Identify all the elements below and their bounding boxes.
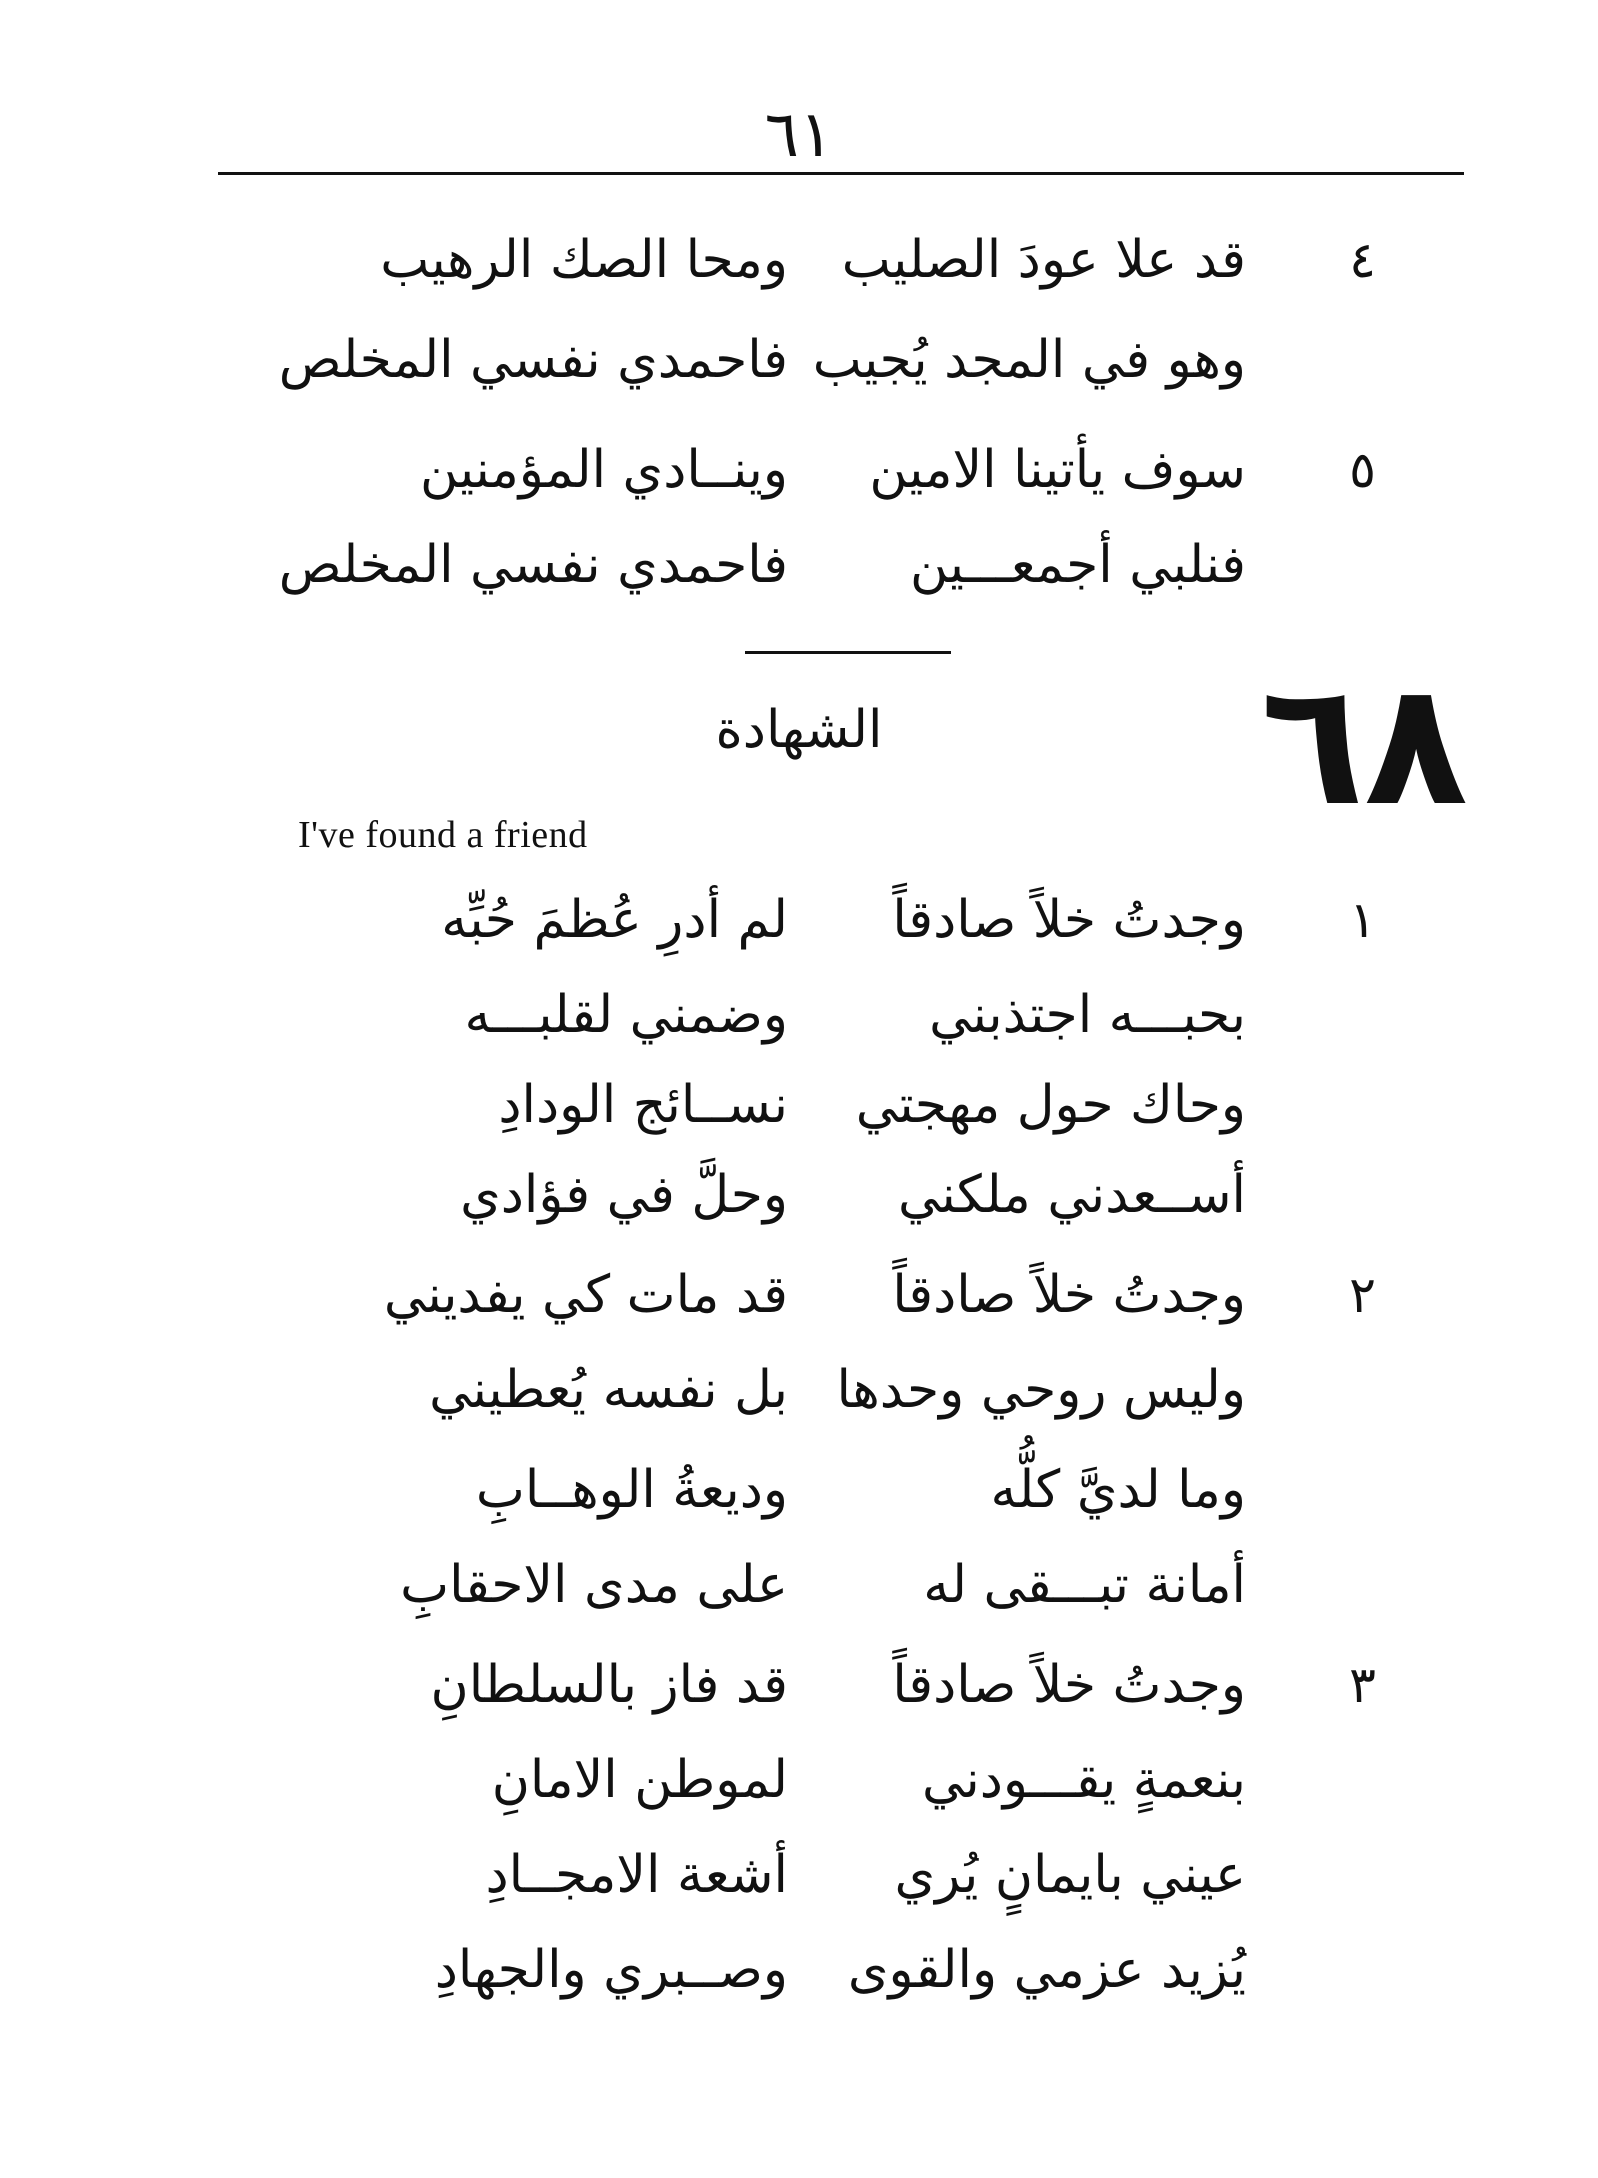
first-hemistich: وجدتُ خلاً صادقاً bbox=[892, 1265, 1246, 1325]
second-hemistich: فاحمدي نفسي المخلص bbox=[278, 535, 788, 595]
header-rule bbox=[218, 172, 1464, 175]
verse-line bbox=[0, 425, 1598, 515]
verse-line bbox=[0, 1250, 1598, 1340]
page-number: ٦١ bbox=[764, 98, 834, 172]
second-hemistich: وينــادي المؤمنين bbox=[419, 440, 788, 500]
hymn-number: ٦٨ bbox=[1260, 646, 1468, 844]
first-hemistich: فنلبي أجمعـــين bbox=[909, 535, 1246, 595]
first-hemistich: سوف يأتينا الامين bbox=[869, 440, 1246, 500]
verse-line bbox=[0, 1925, 1598, 2015]
first-hemistich: عيني بايمانٍ يُري bbox=[894, 1845, 1246, 1905]
second-hemistich: وحلَّ في فؤادي bbox=[460, 1165, 788, 1225]
first-hemistich: وما لديَّ كلُّه bbox=[990, 1460, 1246, 1520]
second-hemistich: فاحمدي نفسي المخلص bbox=[278, 330, 788, 390]
verse-line bbox=[0, 520, 1598, 610]
verse-line bbox=[0, 1735, 1598, 1825]
second-hemistich: على مدى الاحقابِ bbox=[400, 1555, 788, 1615]
second-hemistich: وديعةُ الوهــابِ bbox=[475, 1460, 788, 1520]
first-hemistich: قد علا عودَ الصليب bbox=[841, 230, 1246, 290]
stanza-number: ٤ bbox=[1349, 231, 1376, 289]
first-hemistich: أمانة تبـــقى له bbox=[923, 1555, 1246, 1615]
first-hemistich: يُزيد عزمي والقوى bbox=[847, 1940, 1246, 2000]
verse-line bbox=[0, 970, 1598, 1060]
second-hemistich: أشعة الامجــادِ bbox=[485, 1845, 788, 1905]
hymn-title: الشهادة bbox=[715, 700, 883, 760]
verse-line bbox=[0, 315, 1598, 405]
verse-line bbox=[0, 1060, 1598, 1150]
stanza-number: ٥ bbox=[1349, 441, 1376, 499]
verse-line bbox=[0, 1345, 1598, 1435]
second-hemistich: بل نفسه يُعطيني bbox=[429, 1360, 788, 1420]
second-hemistich: ومحا الصك الرهيب bbox=[380, 230, 788, 290]
first-hemistich: بحبـــه اجتذبني bbox=[929, 985, 1246, 1045]
verse-line bbox=[0, 1445, 1598, 1535]
second-hemistich: لم أدرِ عُظمَ حُبِّه bbox=[441, 890, 788, 950]
first-hemistich: وحاك حول مهجتي bbox=[855, 1075, 1246, 1135]
stanza-number: ١ bbox=[1349, 891, 1376, 949]
stanza-number: ٢ bbox=[1349, 1266, 1376, 1324]
second-hemistich: قد مات كي يفديني bbox=[383, 1265, 788, 1325]
second-hemistich: لموطن الامانِ bbox=[491, 1750, 788, 1810]
verse-line bbox=[0, 1830, 1598, 1920]
english-title: I've found a friend bbox=[298, 814, 588, 856]
first-hemistich: بنعمةٍ يقـــودني bbox=[921, 1750, 1246, 1810]
first-hemistich: وهو في المجد يُجيب bbox=[812, 330, 1246, 390]
second-hemistich: وصــبري والجهادِ bbox=[434, 1940, 788, 2000]
first-hemistich: وجدتُ خلاً صادقاً bbox=[892, 1655, 1246, 1715]
second-hemistich: قد فاز بالسلطانِ bbox=[430, 1655, 788, 1715]
first-hemistich: وجدتُ خلاً صادقاً bbox=[892, 890, 1246, 950]
verse-line bbox=[0, 1640, 1598, 1730]
section-divider bbox=[745, 651, 951, 654]
verse-line bbox=[0, 1150, 1598, 1240]
verse-line bbox=[0, 215, 1598, 305]
second-hemistich: وضمني لقلبـــه bbox=[464, 985, 788, 1045]
second-hemistich: نســائج الودادِ bbox=[498, 1075, 788, 1135]
first-hemistich: أســعدني ملكني bbox=[897, 1165, 1246, 1225]
verse-line bbox=[0, 1540, 1598, 1630]
first-hemistich: وليس روحي وحدها bbox=[836, 1360, 1246, 1420]
verse-line bbox=[0, 875, 1598, 965]
stanza-number: ٣ bbox=[1349, 1656, 1376, 1714]
